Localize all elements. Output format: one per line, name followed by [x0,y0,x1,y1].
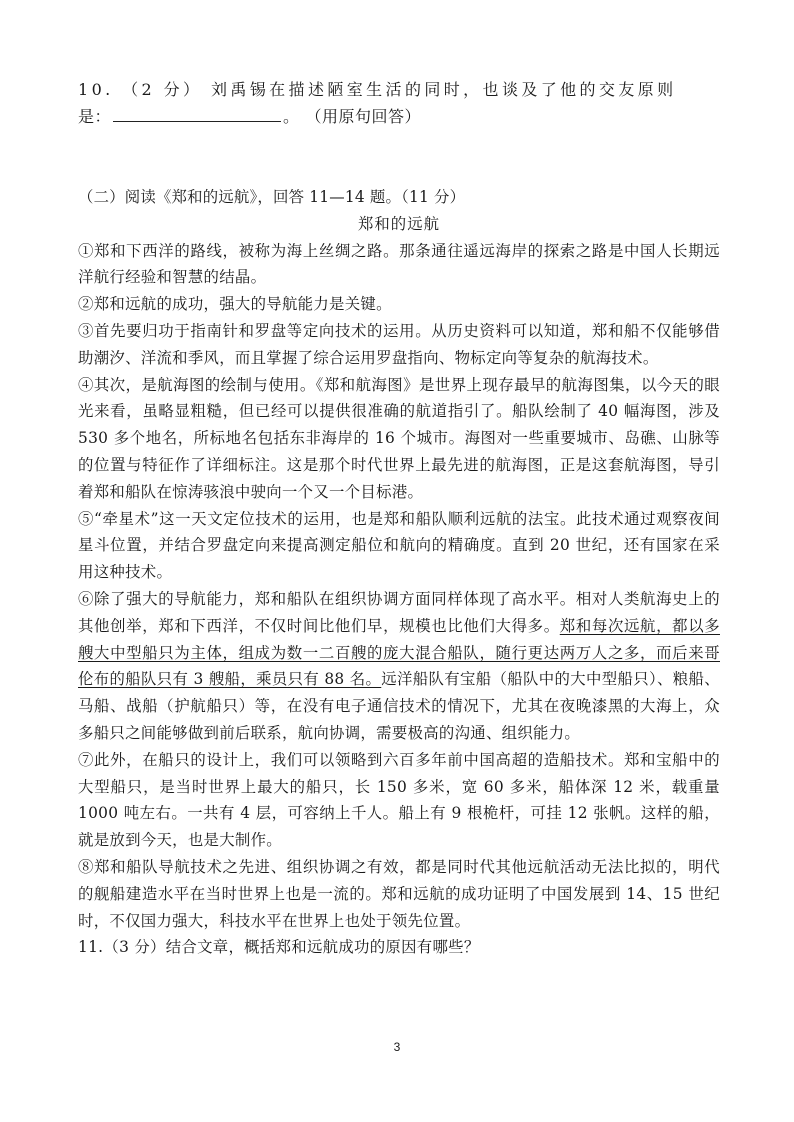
article-paragraph-5: ⑤“牵星术”这一天文定位技术的运用，也是郑和船队顺利远航的法宝。此技术通过观察夜间星斗位置，并结合罗盘定向来提高测定船位和航向的精确度。直到 20 世纪，还有国家在采用这种技术。 [78,509,720,582]
question-11: 11.（3 分）结合文章，概括郑和远航成功的原因有哪些？ [78,938,480,957]
question-score: （2 分） [122,80,203,99]
question-text: 刘禹锡在描述陋室生活的同时，也谈及了他的交友原则 [210,80,677,99]
section-heading: （二）阅读《郑和的远航》，回答 11—14 题。（11 分） [78,188,466,206]
answer-note: （用原句回答） [313,107,422,126]
article-paragraph-6 [78,586,720,747]
article-paragraph-2: ②郑和远航的成功，强大的导航能力是关键。 [78,295,392,314]
question-10 [78,76,716,130]
answer-blank[interactable] [113,104,281,122]
article-paragraph-4: ④其次，是航海图的绘制与使用。《郑和航海图》是世界上现存最早的航海图集，以今天的眼光来看，虽略显粗糙，但已经可以提供很准确的航道指引了。船队绘制了 40 幅海图，涉及 530 多个地名，所标地名包括东非海岸的 16 个城市。海图对一些重要城市、岛礁、山脉等的位置与特征作了详细标注。这是那个时代世界上最先进的航海图，正是这套航海图，导引着郑和船队在惊涛骇浪中驶向一个又一个目标港。 [78,375,720,501]
paragraph-6-text-after: 远洋船队有宝船（船队中的大中型船只）、粮船、马船、战船（护航船只）等，在没有电子通信技术的情况下，尤其在夜晚漆黑的大海上，众多船只之间能够做到前后联系，航向协调，需要极高的沟通、组织能力。 [78,670,720,742]
article-paragraph-1: ①郑和下西洋的路线，被称为海上丝绸之路。那条通往遥远海岸的探索之路是中国人长期远洋航行经验和智慧的结晶。 [78,241,720,287]
answer-end: 。 [283,107,300,126]
underlined-sentence: 郑和每次远航，都以多艘大中型船只为主体，组成为数一二百艘的庞大混合船队，随行更达两万人之多，而后来哥伦布的船队只有 3 艘船，乘员只有 88 名。 [78,616,720,689]
question-10-line-2 [78,103,716,130]
answer-prefix: 是： [78,107,112,126]
article-paragraph-3: ③首先要归功于指南针和罗盘等定向技术的运用。从历史资料可以知道，郑和船不仅能够借助潮汐、洋流和季风，而且掌握了综合运用罗盘指向、物标定向等复杂的航海技术。 [78,321,720,367]
question-10-line-1 [78,76,716,103]
article-paragraph-7: ⑦此外，在船只的设计上，我们可以领略到六百多年前中国高超的造船技术。郑和宝船中的大型船只，是当时世界上最大的船只，长 150 多米，宽 60 多米，船体深 12 米，载重量 1000 吨左右。一共有 4 层，可容纳上千人。船上有 9 根桅杆，可挂 12 张帆。这样的船，就是放到今天，也是大制作。 [78,750,720,850]
article-title: 郑和的远航 [358,214,440,233]
page-number: 3 [393,1040,401,1054]
reading-section [78,184,720,961]
paragraph-6-text-before: ⑥除了强大的导航能力，郑和船队在组织协调方面同样体现了高水平。相对人类航海史上的其他创举，郑和下西洋，不仅时间比他们早，规模也比他们大得多。 [78,589,720,635]
question-number: 10. [78,80,114,99]
article-paragraph-8: ⑧郑和船队导航技术之先进、组织协调之有效，都是同时代其他远航活动无法比拟的，明代的舰船建造水平在当时世界上也是一流的。郑和远航的成功证明了中国发展到 14、15 世纪时，不仅国力强大，科技水平在世界上也处于领先位置。 [78,857,720,930]
